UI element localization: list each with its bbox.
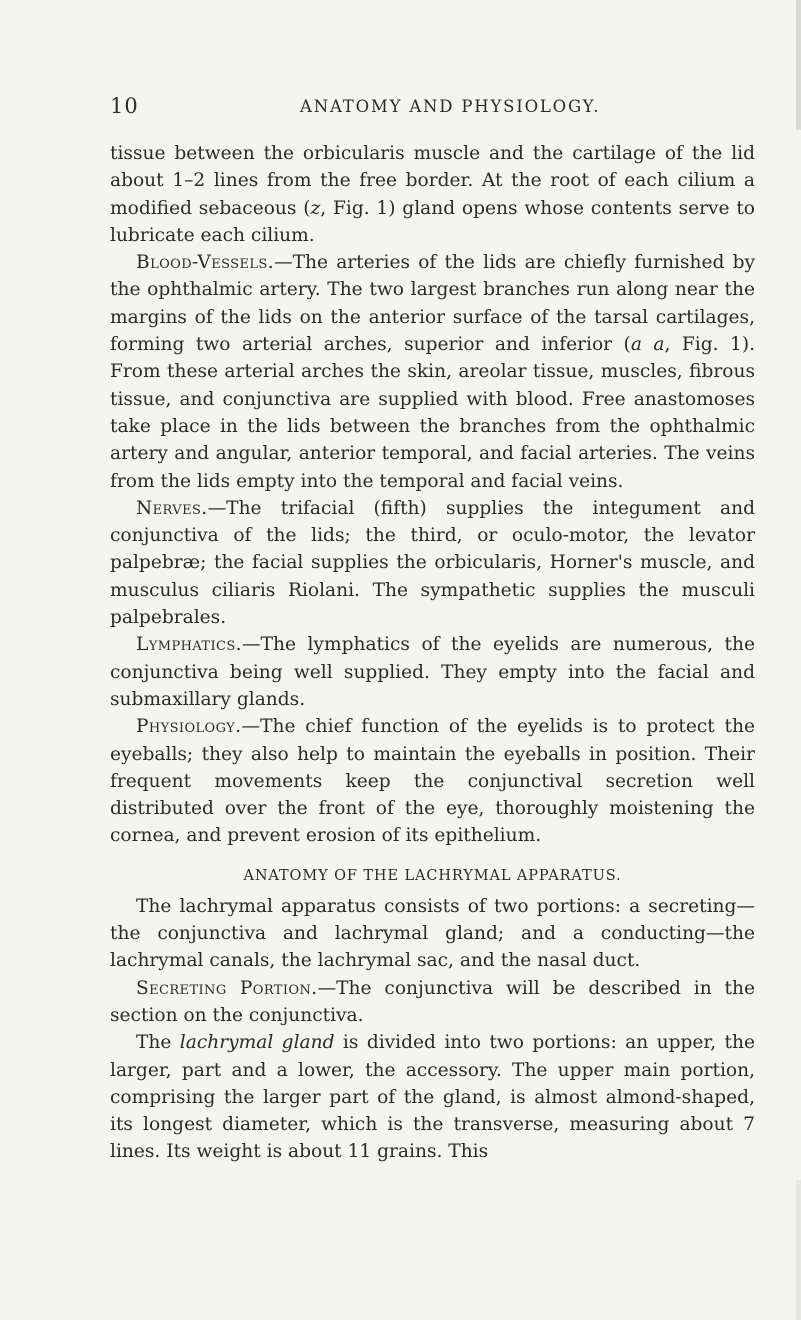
paragraph-lachrymal-gland: The lachrymal gland is divided into two portions: an upper, the larger, part and a lower, the accessory. The upper main portion, comprising the larger part of the gland, is almost almond-shaped, its longest diameter, which is the transverse, measuring about 7 lines. Its weight is about 11 grains. This (110, 1032, 755, 1163)
section-heading: ANATOMY OF THE LACHRYMAL APPARATUS. (243, 867, 622, 884)
paragraph-cilia: tissue between the orbicularis muscle and the cartilage of the lid about 1–2 lines from the free border. At the root of each cilium a modified sebaceous (z, Fig. 1) gland opens whose contents serve to lubricate each cilium. (110, 143, 755, 246)
paragraph-lachrymal-intro: The lachrymal apparatus consists of two portions: a secreting—the conjunctiva and lachrymal gland; and a conducting—the lachrymal canals, the lachrymal sac, and the nasal duct. (110, 895, 755, 972)
paragraph-physiology: Physiology.—The chief function of the eyelids is to protect the eyeballs; they also help to maintain the eyeballs in position. Their frequent movements keep the conjunctival secretion well distributed over the front of the eye, thoroughly moistening the cornea, and prevent erosion of its epithelium. (110, 716, 755, 847)
running-head: ANATOMY AND PHYSIOLOGY. (300, 97, 601, 116)
paragraph-secreting-portion: Secreting Portion.—The conjunctiva will be described in the section on the conjunctiva. (110, 977, 755, 1026)
page-edge-bottom (796, 1180, 801, 1320)
blood-vessels-heading: Blood-Vessels. (136, 252, 275, 274)
paragraph-blood-vessels: Blood-Vessels.—The arteries of the lids are chiefly furnished by the ophthalmic artery. The two largest branches run along near the margins of the lids on the anterior surface of the tarsal cartilages, forming two arterial arches, superior and inferior (a a, Fig. 1). From these arterial arches the skin, areolar tissue, muscles, fibrous tissue, and conjunctiva are supplied with blood. Free anastomoses take place in the lids between the branches from the ophthalmic artery and angular, anterior temporal, and facial arteries. The veins from the lids empty into the temporal and facial veins. (110, 252, 755, 492)
physiology-heading: Physiology. (136, 716, 242, 738)
page-header (110, 94, 755, 126)
body-text (110, 140, 755, 1166)
page-number: 10 (110, 94, 139, 118)
lymphatics-heading: Lymphatics. (136, 634, 242, 656)
page-edge-top (796, 0, 801, 130)
paragraph-nerves: Nerves.—The trifacial (fifth) supplies the integument and conjunctiva of the lids; the third, or oculo-motor, the levator palpebræ; the facial supplies the orbicularis, Horner's muscle, and musculus ciliaris Riolani. The sympathetic supplies the musculi palpebrales. (110, 497, 755, 629)
secreting-heading: Secreting Portion. (136, 977, 318, 999)
paragraph-lymphatics: Lymphatics.—The lymphatics of the eyelids are numerous, the conjunctiva being well supplied. They empty into the facial and submaxillary glands. (110, 634, 755, 710)
nerves-heading: Nerves. (136, 497, 208, 519)
